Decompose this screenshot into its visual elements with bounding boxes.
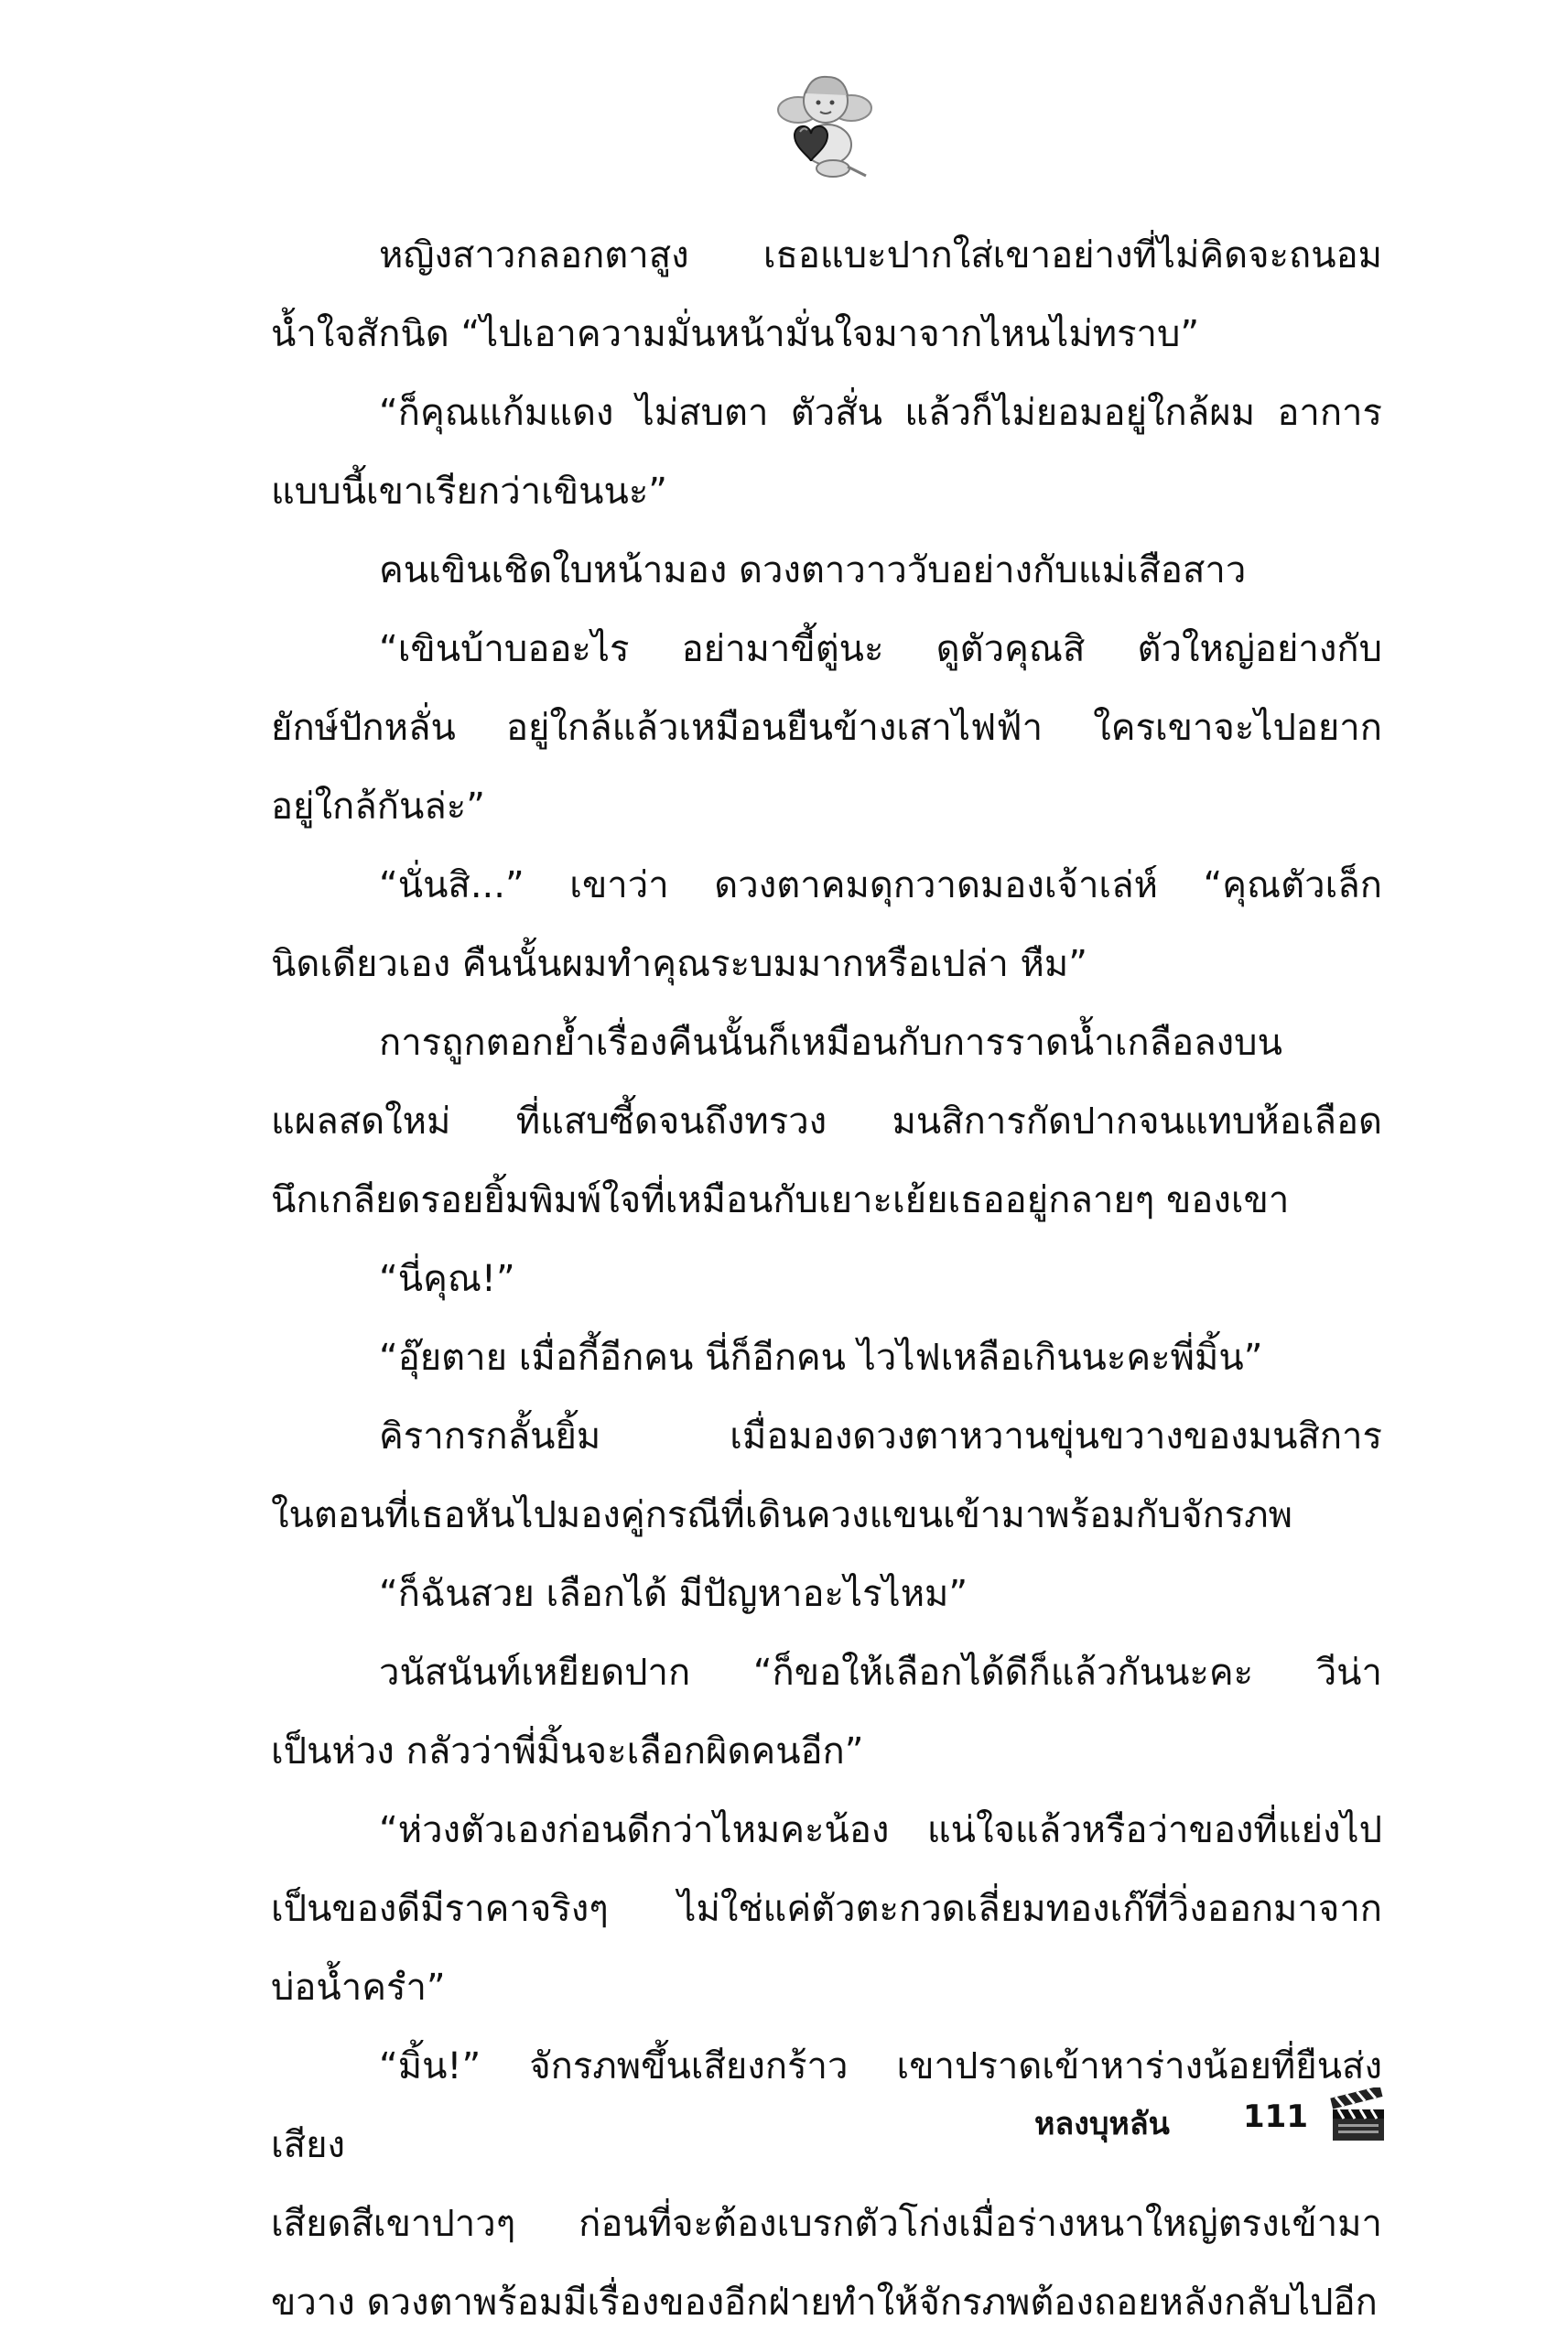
text-line: “นี่คุณ!” bbox=[379, 1258, 515, 1300]
paragraph bbox=[271, 2027, 1382, 2342]
paragraph bbox=[271, 1318, 1382, 1397]
text-line: นึกเกลียดรอยยิ้มพิมพ์ใจที่เหมือนกับเยาะเย้ยเธออยู่กลายๆ ของเขา bbox=[271, 1179, 1290, 1221]
text-line: นิดเดียวเอง คืนนั้นผมทำคุณระบมมากหรือเปล่า หืม” bbox=[271, 943, 1087, 985]
paragraph bbox=[271, 1397, 1382, 1555]
text-line: แผลสดใหม่ ที่แสบซี้ดจนถึงทรวง มนสิการกัดปากจนแทบห้อเลือด bbox=[271, 1101, 1382, 1143]
paragraph bbox=[271, 1555, 1382, 1633]
text-line: หญิงสาวกลอกตาสูง เธอแบะปากใส่เขาอย่างที่ไม่คิดจะถนอม bbox=[379, 234, 1382, 276]
paragraph bbox=[271, 846, 1382, 1003]
running-title: หลงบุหลัน bbox=[1034, 2106, 1170, 2142]
paragraph bbox=[271, 1791, 1382, 2027]
text-line: ในตอนที่เธอหันไปมองคู่กรณีที่เดินควงแขนเข้ามาพร้อมกับจักรภพ bbox=[271, 1494, 1293, 1536]
text-line: คนเขินเชิดใบหน้ามอง ดวงตาวาววับอย่างกับแม่เสือสาว bbox=[379, 549, 1247, 591]
text-line: บ่อน้ำครำ” bbox=[271, 1967, 446, 2009]
text-line: แบบนี้เขาเรียกว่าเขินนะ” bbox=[271, 471, 668, 513]
text-line: อยู่ใกล้กันล่ะ” bbox=[271, 786, 486, 828]
text-line: “ก็ฉันสวย เลือกได้ มีปัญหาอะไรไหม” bbox=[379, 1573, 968, 1615]
text-line: “อุ๊ยตาย เมื่อกี้อีกคน นี่ก็อีกคน ไวไฟเหลือเกินนะคะพี่มิ้น” bbox=[379, 1337, 1263, 1379]
film-clapperboard-icon bbox=[1329, 2087, 1388, 2144]
text-line: วนัสนันท์เหยียดปาก “ก็ขอให้เลือกได้ดีก็แล้วกันนะคะ วีน่า bbox=[379, 1652, 1382, 1694]
text-line: การถูกตอกย้ำเรื่องคืนนั้นก็เหมือนกับการราดน้ำเกลือลงบน bbox=[379, 1022, 1282, 1064]
text-line: ยักษ์ปักหลั่น อยู่ใกล้แล้วเหมือนยืนข้างเสาไฟฟ้า ใครเขาจะไปอยาก bbox=[271, 707, 1382, 749]
text-line: เป็นของดีมีราคาจริงๆ ไม่ใช่แค่ตัวตะกวดเลี่ยมทองเก๊ที่วิ่งออกมาจาก bbox=[271, 1888, 1382, 1930]
text-line: ขวาง ดวงตาพร้อมมีเรื่องของอีกฝ่ายทำให้จักรภพต้องถอยหลังกลับไปอีก bbox=[271, 2282, 1378, 2324]
paragraph bbox=[271, 1003, 1382, 1240]
page-footer bbox=[1034, 2087, 1391, 2161]
text-line: “มิ้น!” จักรภพขึ้นเสียงกร้าว เขาปราดเข้าหาร่างน้อยที่ยืนส่งเสียง bbox=[271, 2045, 1382, 2166]
paragraph bbox=[271, 1633, 1382, 1791]
text-line: “ห่วงตัวเองก่อนดีกว่าไหมคะน้อง แน่ใจแล้วหรือว่าของที่แย่งไป bbox=[379, 1809, 1382, 1851]
text-line: เป็นห่วง กลัวว่าพี่มิ้นจะเลือกผิดคนอีก” bbox=[271, 1730, 864, 1773]
paragraph bbox=[271, 531, 1382, 610]
cupid-with-heart-icon bbox=[774, 66, 875, 185]
paragraph bbox=[271, 610, 1382, 846]
paragraph bbox=[271, 1240, 1382, 1318]
paragraph bbox=[271, 216, 1382, 374]
paragraph bbox=[271, 374, 1382, 531]
text-line: น้ำใจสักนิด “ไปเอาความมั่นหน้ามั่นใจมาจากไหนไม่ทราบ” bbox=[271, 313, 1200, 355]
text-line: “นั่นสิ...” เขาว่า ดวงตาคมดุกวาดมองเจ้าเล่ห์ “คุณตัวเล็ก bbox=[379, 864, 1382, 906]
text-line: “เขินบ้าบออะไร อย่ามาขี้ตู่นะ ดูตัวคุณสิ ตัวใหญ่อย่างกับ bbox=[379, 628, 1382, 670]
text-line: “ก็คุณแก้มแดง ไม่สบตา ตัวสั่น แล้วก็ไม่ยอมอยู่ใกล้ผม อาการ bbox=[379, 392, 1382, 434]
text-line: คิรากรกลั้นยิ้ม เมื่อมองดวงตาหวานขุ่นขวางของมนสิการ bbox=[379, 1415, 1382, 1458]
text-line: เสียดสีเขาปาวๆ ก่อนที่จะต้องเบรกตัวโก่งเมื่อร่างหนาใหญ่ตรงเข้ามา bbox=[271, 2203, 1382, 2245]
page-number: 111 bbox=[1243, 2098, 1308, 2135]
